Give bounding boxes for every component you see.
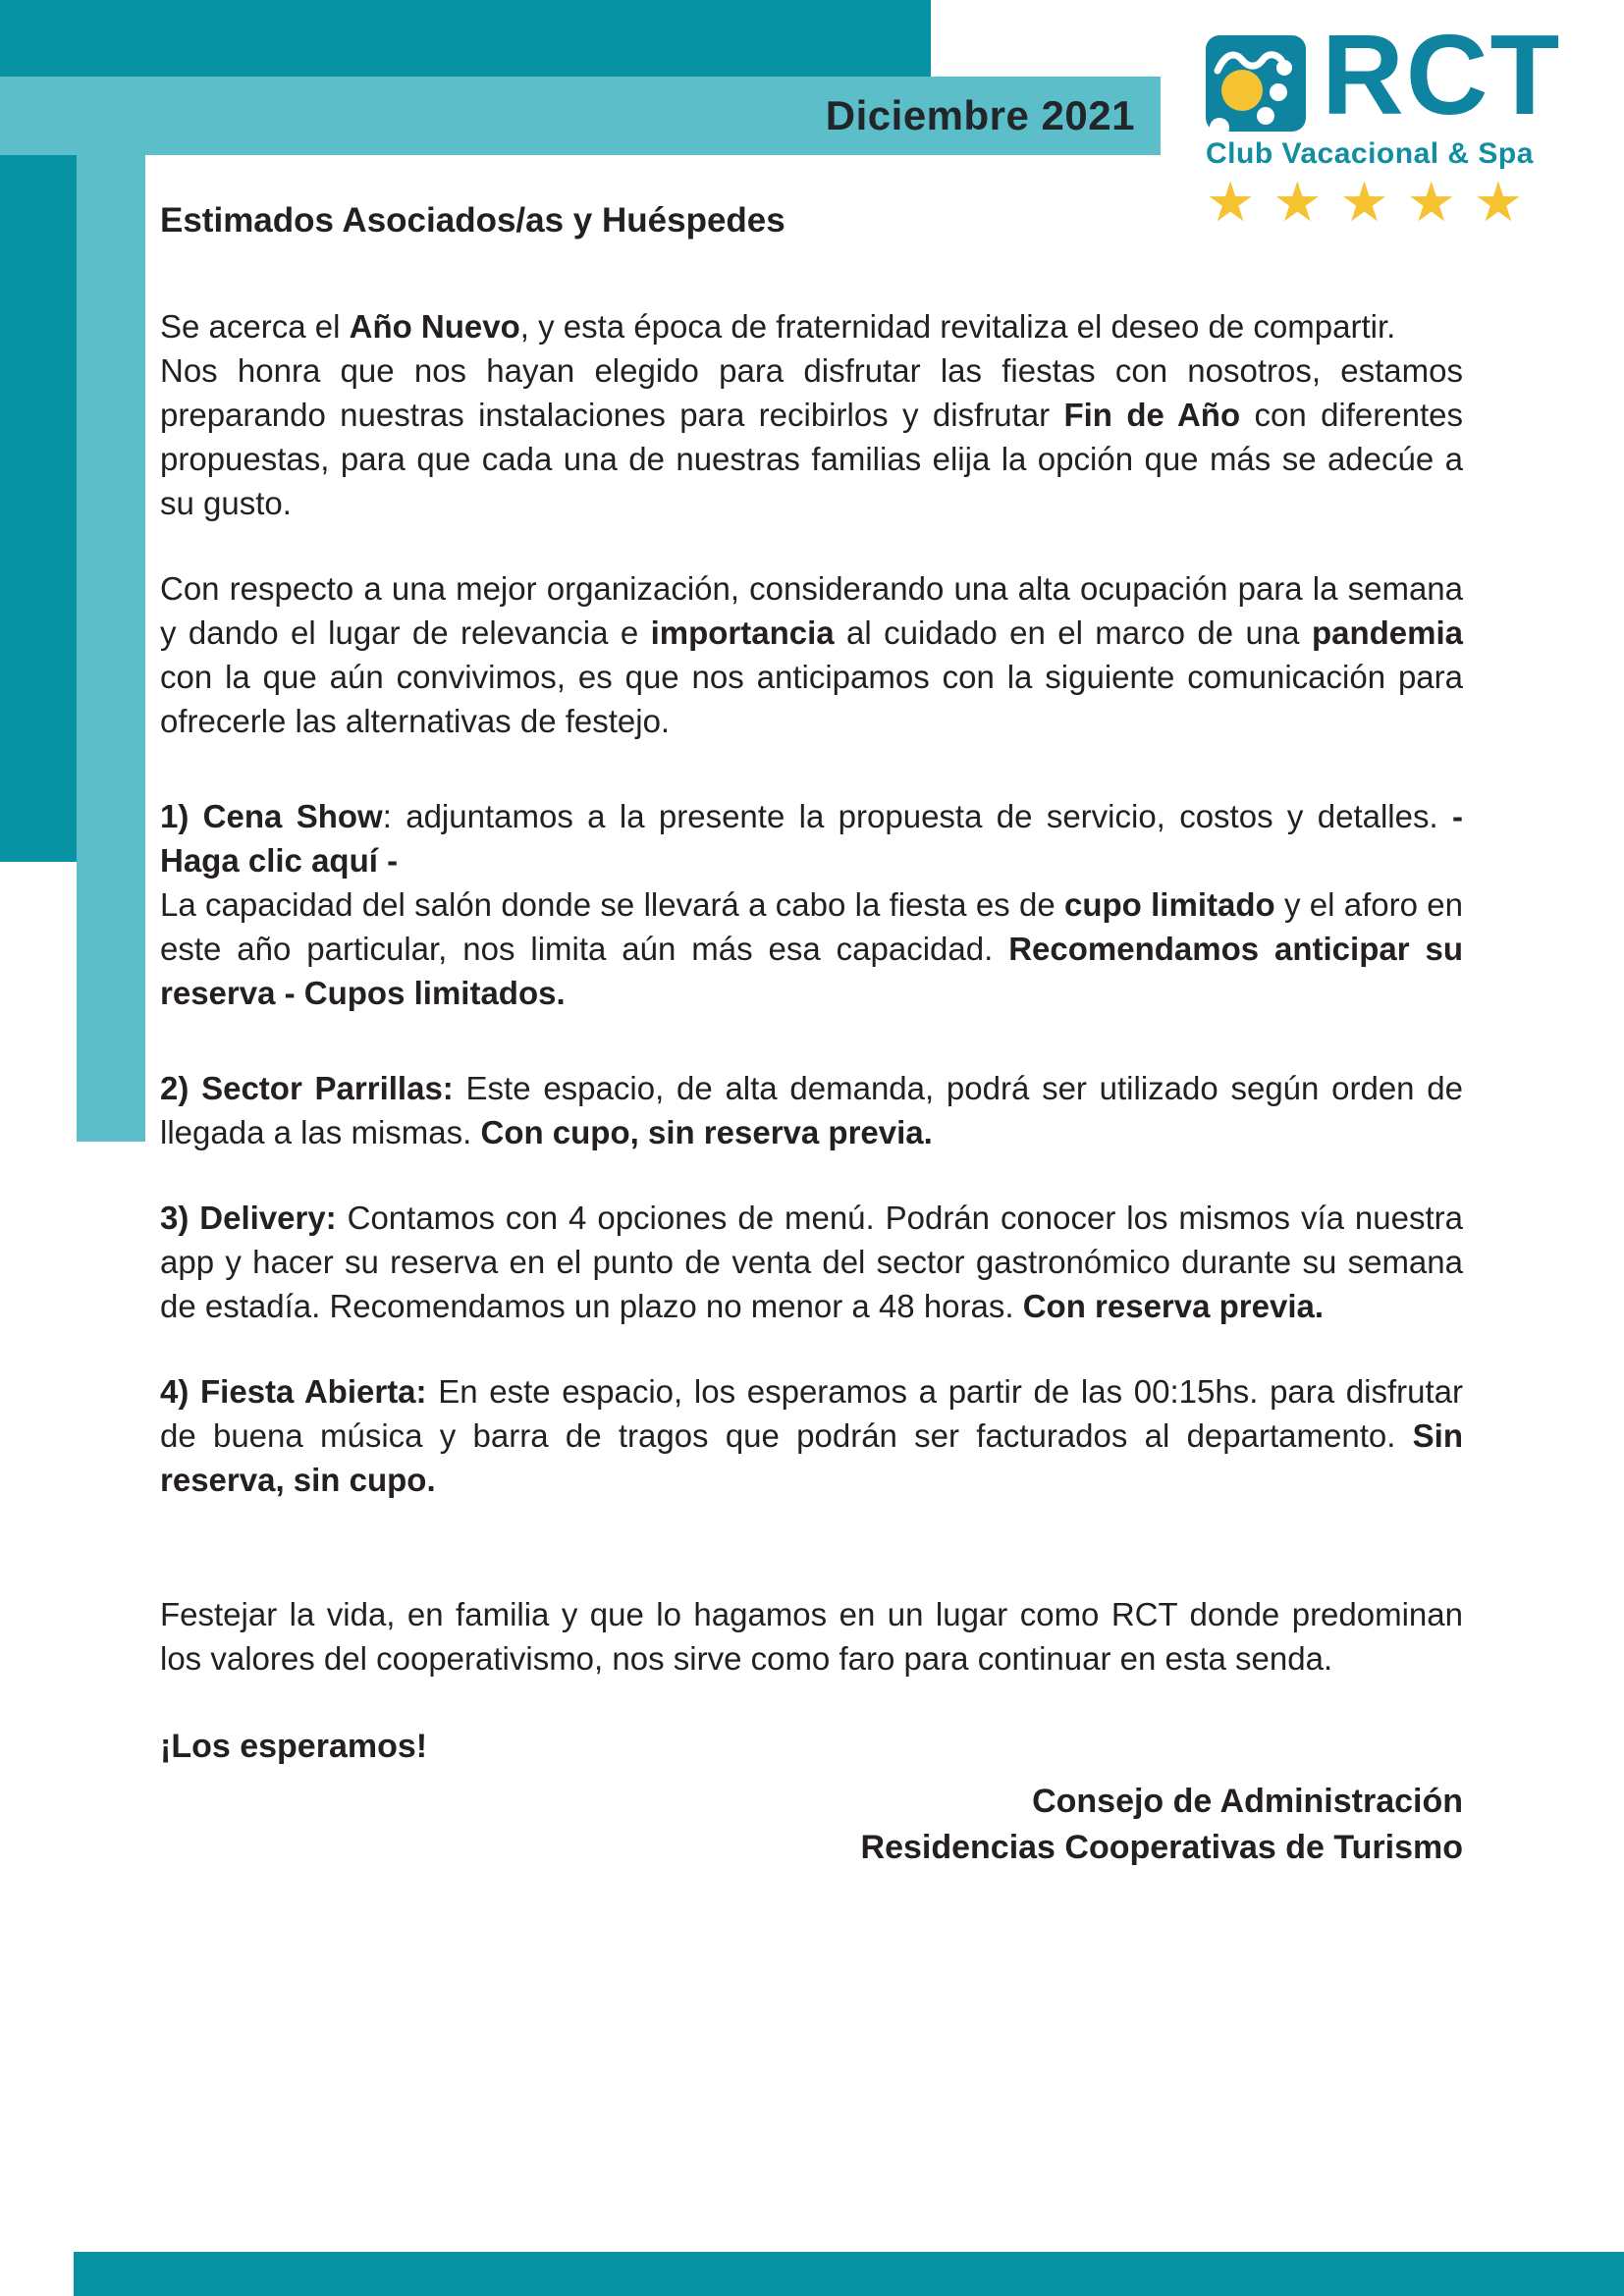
paragraph-organizacion: Con respecto a una mejor organización, considerando una alta ocupación para la semana y dando el lugar de relevancia e importancia al cuidado en el marco de una pandemia con la que aún convivimos, es que nos anticipamos con la siguiente comunicación para ofrecerle las alternativas de festejo. [160,570,1463,739]
sun-icon [1221,70,1263,111]
paragraph-sector-parrillas: 2) Sector Parrillas: Este espacio, de alta demanda, podrá ser utilizado según orden de llegada a las mismas. Con cupo, sin reserva previa. [160,1070,1463,1150]
date-banner [0,77,1161,155]
closing-text: ¡Los esperamos! [160,1728,428,1765]
signature-block [160,1779,1463,1871]
letter-body [160,198,1463,1871]
bold-text: 4) Fiesta Abierta: [160,1373,427,1410]
bold-text: 2) Sector Parrillas: [160,1070,454,1106]
bold-text: Con reserva previa. [1022,1288,1325,1324]
left-light-teal-column [77,77,145,1142]
bold-text: importancia [650,614,835,651]
bold-text: 3) Delivery: [160,1200,337,1236]
haga-clic-link[interactable]: - Haga clic aquí - [160,798,1463,879]
brand-name: RCT [1322,11,1562,138]
bold-text: Año Nuevo [349,308,520,345]
bold-text: Con cupo, sin reserva previa. [480,1114,933,1150]
paragraph-cena-show: 1) Cena Show: adjuntamos a la presente la propuesta de servicio, costos y detalles. - Haga clic aquí - [160,798,1463,879]
greeting: Estimados Asociados/as y Huéspedes [160,201,785,240]
signature-line-1: Consejo de Administración [1032,1783,1463,1820]
bold-text: Fin de Año [1063,397,1241,433]
top-dark-teal-band [0,0,931,77]
five-stars-icon: ★★★★★ [1206,171,1542,233]
bold-text: Recomendamos anticipar su reserva - Cupos limitados. [160,931,1463,1011]
bold-text: 1) Cena Show [160,798,383,834]
date-text: Diciembre 2021 [825,92,1135,138]
paragraph-fiesta-abierta: 4) Fiesta Abierta: En este espacio, los esperamos a partir de las 00:15hs. para disfrutar de buena música y barra de tragos que podrán ser facturados al departamento. Sin reserva, sin cupo. [160,1373,1463,1498]
rct-logo-icon [1206,35,1306,132]
paragraph-festejar: Festejar la vida, en familia y que lo hagamos en un lugar como RCT donde predominan los valores del cooperativismo, nos sirve como faro para continuar en esta senda. [160,1596,1463,1677]
paragraph-intro-1: Se acerca el Año Nuevo, y esta época de fraternidad revitaliza el deseo de compartir. [160,308,1396,345]
paragraph-capacidad: La capacidad del salón donde se llevará a cabo la fiesta es de cupo limitado y el aforo en este año particular, nos limita aún más esa capacidad. Recomendamos anticipar su reserva - Cupos limitados. [160,886,1464,1011]
bold-text: cupo limitado [1064,886,1275,923]
bold-text: Sin reserva, sin cupo. [160,1417,1463,1498]
bottom-teal-bar [74,2252,1624,2296]
signature-line-2: Residencias Cooperativas de Turismo [860,1829,1463,1866]
paragraph-intro-2: Nos honra que nos hayan elegido para disfrutar las fiestas con nosotros, estamos preparando nuestras instalaciones para recibirlos y disfrutar Fin de Año con diferentes propuestas, para que cada una de nuestras familias elija la opción que más se adecúe a su gusto. [160,352,1463,521]
paragraph-delivery: 3) Delivery: Contamos con 4 opciones de menú. Podrán conocer los mismos vía nuestra app y hacer su reserva en el punto de venta del sector gastronómico durante su semana de estadía. Recomendamos un plazo no menor a 48 horas. Con reserva previa. [160,1200,1463,1324]
brand-tagline: Club Vacacional & Spa [1206,137,1534,170]
bold-text: pandemia [1311,614,1463,651]
